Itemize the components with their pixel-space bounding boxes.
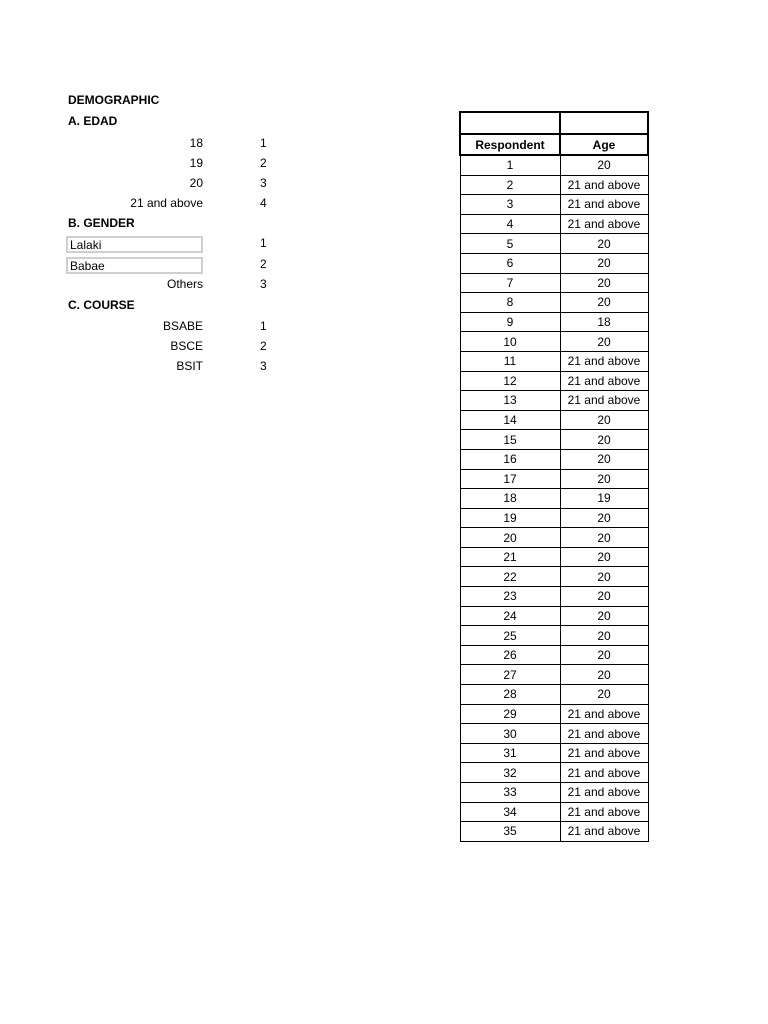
age-cell: 21 and above [560, 763, 648, 783]
table-row [460, 253, 648, 273]
age-cell: 20 [560, 234, 648, 254]
age-cell: 20 [560, 508, 648, 528]
gender-label: Others [166, 277, 203, 291]
respondent-cell: 25 [460, 626, 560, 646]
course-code: 3 [260, 359, 267, 373]
gender-code: 1 [260, 236, 267, 250]
table-row [460, 743, 648, 763]
respondent-cell: 31 [460, 743, 560, 763]
table-row [460, 645, 648, 665]
age-cell: 20 [560, 547, 648, 567]
respondent-cell: 23 [460, 587, 560, 607]
age-cell: 21 and above [560, 743, 648, 763]
respondent-cell: 35 [460, 822, 560, 842]
gender-label: Babae [66, 257, 203, 274]
age-cell: 21 and above [560, 351, 648, 371]
respondent-cell: 32 [460, 763, 560, 783]
respondent-cell: 33 [460, 783, 560, 803]
age-cell: 20 [560, 430, 648, 450]
age-cell: 20 [560, 273, 648, 293]
gender-code: 2 [260, 257, 267, 271]
age-cell: 20 [560, 606, 648, 626]
edad-label: 19 [189, 156, 203, 170]
age-cell: 20 [560, 410, 648, 430]
age-cell: 20 [560, 645, 648, 665]
age-cell: 18 [560, 312, 648, 332]
header-respondent: Respondent [460, 134, 560, 155]
edad-label: 21 and above [130, 196, 203, 210]
table-row [460, 214, 648, 234]
respondent-cell: 19 [460, 508, 560, 528]
age-cell: 21 and above [560, 214, 648, 234]
respondent-cell: 2 [460, 175, 560, 195]
respondent-cell: 4 [460, 214, 560, 234]
respondent-cell: 10 [460, 332, 560, 352]
age-cell: 20 [560, 665, 648, 685]
table-row [460, 508, 648, 528]
age-cell: 21 and above [560, 822, 648, 842]
age-cell: 20 [560, 469, 648, 489]
edad-title: A. EDAD [68, 114, 118, 128]
respondent-cell: 8 [460, 293, 560, 313]
age-cell: 20 [560, 332, 648, 352]
table-row [460, 155, 648, 175]
course-label: BSCE [170, 339, 203, 353]
table-row [460, 293, 648, 313]
table-row [460, 430, 648, 450]
table-row [460, 763, 648, 783]
title-cell [460, 112, 560, 134]
respondent-cell: 22 [460, 567, 560, 587]
table-row [460, 783, 648, 803]
table-row [460, 469, 648, 489]
table-row [460, 273, 648, 293]
age-cell: 20 [560, 155, 648, 175]
respondent-cell: 1 [460, 155, 560, 175]
table-row [460, 410, 648, 430]
edad-code: 1 [260, 136, 267, 150]
course-label: BSIT [176, 359, 203, 373]
course-code: 1 [260, 319, 267, 333]
table-row [460, 704, 648, 724]
respondent-cell: 28 [460, 685, 560, 705]
table-row [460, 449, 648, 469]
age-cell: 20 [560, 587, 648, 607]
age-cell: 20 [560, 528, 648, 548]
age-cell: 20 [560, 449, 648, 469]
age-cell: 21 and above [560, 195, 648, 215]
age-cell: 21 and above [560, 175, 648, 195]
respondent-cell: 27 [460, 665, 560, 685]
respondent-cell: 18 [460, 489, 560, 509]
age-cell: 21 and above [560, 371, 648, 391]
table-row [460, 489, 648, 509]
age-cell: 21 and above [560, 391, 648, 411]
age-cell: 20 [560, 626, 648, 646]
respondent-cell: 15 [460, 430, 560, 450]
age-cell: 20 [560, 293, 648, 313]
age-cell: 20 [560, 685, 648, 705]
table-title-row [460, 112, 648, 134]
course-code: 2 [260, 339, 267, 353]
table-row [460, 195, 648, 215]
age-cell: 21 and above [560, 802, 648, 822]
respondent-cell: 21 [460, 547, 560, 567]
respondent-cell: 12 [460, 371, 560, 391]
edad-code: 4 [260, 196, 267, 210]
respondent-cell: 30 [460, 724, 560, 744]
respondent-cell: 13 [460, 391, 560, 411]
respondent-cell: 20 [460, 528, 560, 548]
respondent-cell: 17 [460, 469, 560, 489]
table-row [460, 724, 648, 744]
respondent-cell: 6 [460, 253, 560, 273]
age-cell: 21 and above [560, 704, 648, 724]
title-cell [560, 112, 648, 134]
respondent-table [459, 111, 649, 842]
table-row [460, 626, 648, 646]
edad-label: 20 [189, 176, 203, 190]
header-age: Age [560, 134, 648, 155]
respondent-cell: 16 [460, 449, 560, 469]
gender-title: B. GENDER [68, 216, 135, 230]
table-row [460, 371, 648, 391]
gender-label: Lalaki [66, 236, 203, 253]
course-label: BSABE [162, 319, 203, 333]
respondent-cell: 7 [460, 273, 560, 293]
course-title: C. COURSE [68, 298, 135, 312]
respondent-cell: 14 [460, 410, 560, 430]
table-row [460, 567, 648, 587]
respondent-cell: 29 [460, 704, 560, 724]
respondent-cell: 34 [460, 802, 560, 822]
table-row [460, 391, 648, 411]
edad-label: 18 [189, 136, 203, 150]
age-cell: 21 and above [560, 783, 648, 803]
table-header-row [460, 134, 648, 155]
respondent-cell: 9 [460, 312, 560, 332]
table-row [460, 332, 648, 352]
edad-code: 3 [260, 176, 267, 190]
age-cell: 20 [560, 253, 648, 273]
table-row [460, 665, 648, 685]
table-row [460, 547, 648, 567]
age-cell: 19 [560, 489, 648, 509]
edad-code: 2 [260, 156, 267, 170]
table-row [460, 606, 648, 626]
respondent-cell: 11 [460, 351, 560, 371]
age-cell: 21 and above [560, 724, 648, 744]
table-row [460, 234, 648, 254]
respondent-cell: 5 [460, 234, 560, 254]
table-row [460, 528, 648, 548]
table-row [460, 351, 648, 371]
table-row [460, 802, 648, 822]
age-cell: 20 [560, 567, 648, 587]
demographic-heading: DEMOGRAPHIC [68, 93, 160, 107]
respondent-cell: 24 [460, 606, 560, 626]
table-row [460, 175, 648, 195]
respondent-cell: 26 [460, 645, 560, 665]
table-row [460, 587, 648, 607]
gender-code: 3 [260, 277, 267, 291]
table-row [460, 822, 648, 842]
respondent-cell: 3 [460, 195, 560, 215]
table-row [460, 685, 648, 705]
table-row [460, 312, 648, 332]
